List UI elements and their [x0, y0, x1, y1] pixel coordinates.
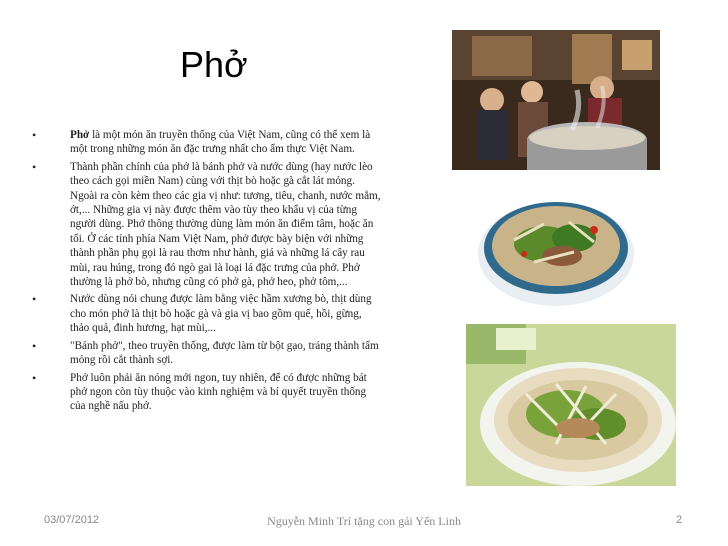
- bullet-text: "Bánh phở", theo truyền thống, được làm từ bột gạo, tráng thành tấm mỏng rồi cắt thành sợi.: [70, 339, 379, 367]
- bullet-item: [32, 371, 382, 414]
- pho-closeup-photo: [466, 324, 676, 486]
- page-number: 2: [676, 514, 683, 526]
- bullet-list: [32, 128, 382, 417]
- bullet-bold: Phở: [70, 129, 90, 141]
- street-stall-photo: [452, 30, 660, 170]
- footer-author: Nguyễn Minh Trí tặng con gái Yến Linh: [267, 514, 461, 528]
- bullet-item: [32, 292, 382, 335]
- bullet-text: Thành phần chính của phở là bánh phở và nước dùng (hay nước lèo theo cách gọi miền Nam) cùng với thịt bò hoặc gà cắt lát mỏng. Ngoài ra còn kèm theo các gia vị như: tương, tiêu, chanh, nước mắm, ớt,... Những gia vị này được thêm vào tùy theo khẩu vị của từng người dùng. Phở thông thường dùng làm món ăn điểm tâm, hoặc ăn tối. Ở các tỉnh phía Nam Việt Nam, phở được bày biện với những thành phần phụ gọi là rau thơm như hành, giá và những lá cây rau mùi, rau húng, trong đó ngò gai là loại lá đặc trưng của phở. Phở thường là phở bò, nhưng cũng có phở gà, phở heo, phở tôm,...: [70, 160, 381, 289]
- slide-title: Phở: [180, 44, 248, 85]
- bullet-item: [32, 339, 382, 368]
- bullet-text: Nước dùng nói chung được làm bằng việc hầm xương bò, thịt dùng cho món phở là thịt bò hoặc gà và gia vị bao gồm quế, hồi, gừng, thảo quả, đinh hương, hạt mùi,...: [70, 293, 372, 335]
- bullet-text: là một món ăn truyền thống của Việt Nam, cũng có thể xem là một trong những món ăn đặc trưng nhất cho ẩm thực Việt Nam.: [70, 129, 371, 156]
- bullet-item: [32, 160, 382, 290]
- pho-bowl-photo: [474, 182, 638, 312]
- bullet-item: [32, 128, 382, 157]
- footer-date: 03/07/2012: [44, 514, 100, 526]
- bullet-text: Phở luôn phải ăn nóng mới ngon, tuy nhiên, để có được những bát phở ngon còn tùy thuộc vào kinh nghiệm và bí quyết truyền thống của nghề nấu phở.: [70, 371, 367, 413]
